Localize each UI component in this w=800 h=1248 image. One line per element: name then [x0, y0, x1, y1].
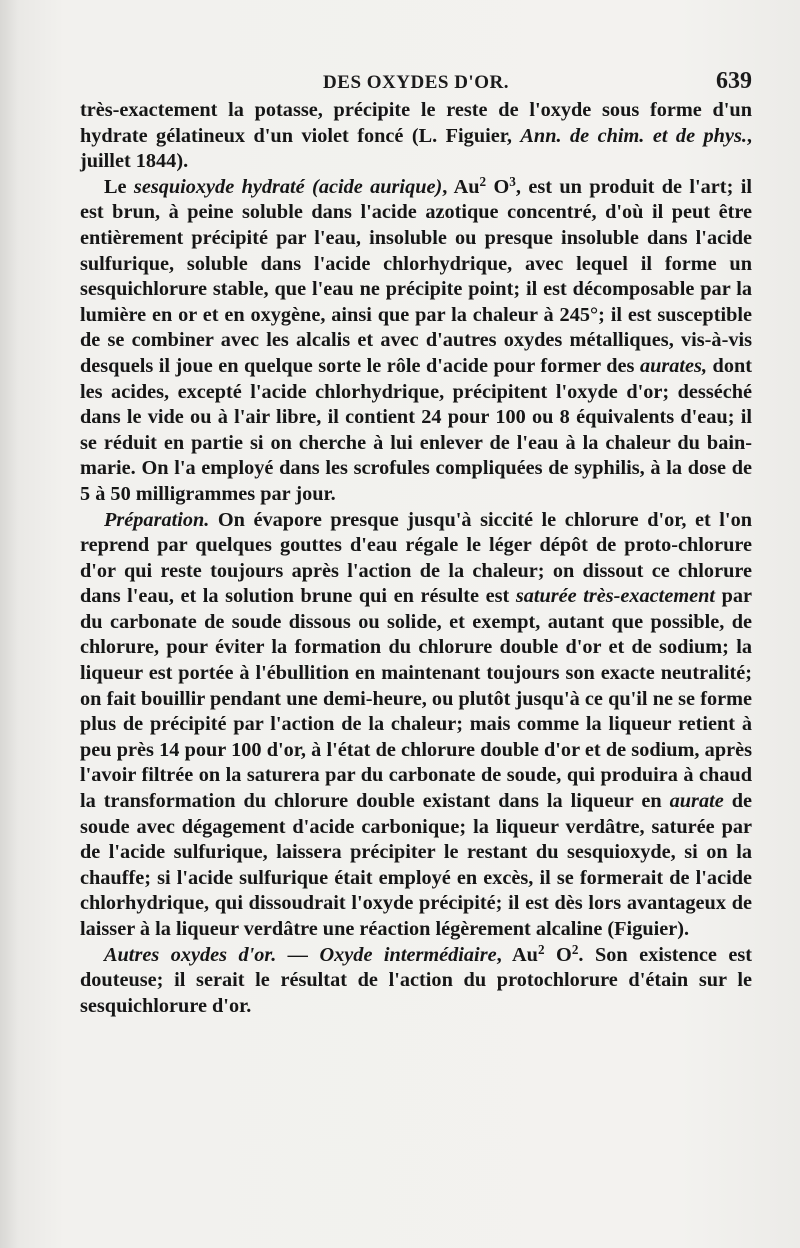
text-run: dont les acides, excepté l'acide chlorhydrique, précipitent l'oxyde d'or; desséché dans le vide ou à l'air libre, il contient 24 pour 100 ou 8 équivalents d'eau; il se réduit en partie si on cherche à lui enlever de l'eau à la chaleur du bain-marie. On l'a employé dans les scrofules compliquées de syphilis, à la dose de 5 à 50 milligrammes par jour. [80, 354, 752, 505]
text-run: , juillet 1844). [80, 124, 752, 173]
superscript: 2 [479, 173, 487, 189]
page-header [80, 66, 752, 96]
text-run: O [486, 175, 510, 198]
text-run: O [544, 943, 572, 966]
paragraph [80, 98, 752, 175]
text-run: , est un produit de l'art; il est brun, à peine soluble dans l'acide azotique concentré, d'où il peut être entièrement précipité par l'eau, insoluble ou presque insoluble dans l'acide sulfurique, soluble dans l'acide chlorhydrique, avec lequel il forme un sesquichlorure stable, que l'eau ne précipite point; il est décomposable par la lumière en or et en oxygène, ainsi que par la chaleur à 245°; il est susceptible de se combiner avec les alcalis et avec d'autres oxydes métalliques, vis-à-vis desquels il joue en quelque sorte le rôle d'acide pour former des [80, 175, 752, 377]
superscript: 2 [537, 941, 545, 957]
text-run: Le [104, 175, 134, 198]
body-text [80, 98, 752, 1019]
italic-text: saturée très-exactement [515, 585, 716, 608]
italic-text: Ann. de chim. et de phys. [520, 124, 747, 147]
text-run: On évapore presque jusqu'à siccité le chlorure d'or, et l'on reprend par quelques gouttes d'eau régale le léger dépôt de proto-chlorure d'or qui reste toujours après l'action de la chaleur; on dissout ce chlorure dans l'eau, et la solution brune qui en résulte est [80, 508, 752, 608]
italic-text: aurates, [639, 354, 708, 377]
text-run: , Au [496, 943, 538, 966]
text-run: . Son existence est douteuse; il serait le résultat de l'action du protochlorure d'étain sur le sesquichlorure d'or. [80, 943, 752, 1017]
superscript: 3 [509, 173, 516, 189]
running-title: DES OXYDES D'OR. [323, 72, 509, 93]
paragraph [80, 943, 752, 1020]
text-run: de soude avec dégagement d'acide carbonique; la liqueur verdâtre, saturée par de l'acide sulfurique, laissera précipiter le restant du sesquioxyde, si on la chauffe; si l'acide sulfurique était employé en excès, il se formerait de l'acide chlorhydrique, qui dissoudrait l'oxyde précipité; il est dès lors avantageux de laisser à la liqueur verdâtre une réaction légèrement alcaline (Figuier). [80, 790, 752, 940]
text-run: par du carbonate de soude dissous ou solide, et exempt, autant que possible, de chlorure, pour éviter la formation du chlorure double d'or et de sodium; la liqueur est portée à l'ébullition en maintenant toujours son exacte neutralité; on fait bouillir pendant une demi-heure, ou plutôt jusqu'à ce qu'il ne se forme plus de précipité par l'action de la chaleur; mais comme la liqueur retient à peu près 14 pour 100 d'or, à l'état de chlorure double d'or et de sodium, après l'avoir filtrée on la saturera par du carbonate de soude, qui produira à chaud la transformation du chlorure double existant dans la liqueur en [80, 585, 752, 813]
italic-text: Préparation. [104, 508, 210, 531]
paragraph [80, 175, 752, 508]
text-run: très-exactement la potasse, précipite le reste de l'oxyde sous forme d'un hydrate gélatineux d'un violet foncé (L. Figuier, [80, 99, 752, 147]
page-number: 639 [716, 68, 752, 94]
text-run: , Au [442, 175, 480, 198]
superscript: 2 [571, 941, 579, 957]
italic-text: sesquioxyde hydraté (acide aurique) [133, 175, 443, 198]
italic-text: aurate [669, 790, 724, 813]
italic-text: Autres oxydes d'or. — Oxyde intermédiaire [104, 943, 497, 966]
paragraph [80, 508, 752, 943]
